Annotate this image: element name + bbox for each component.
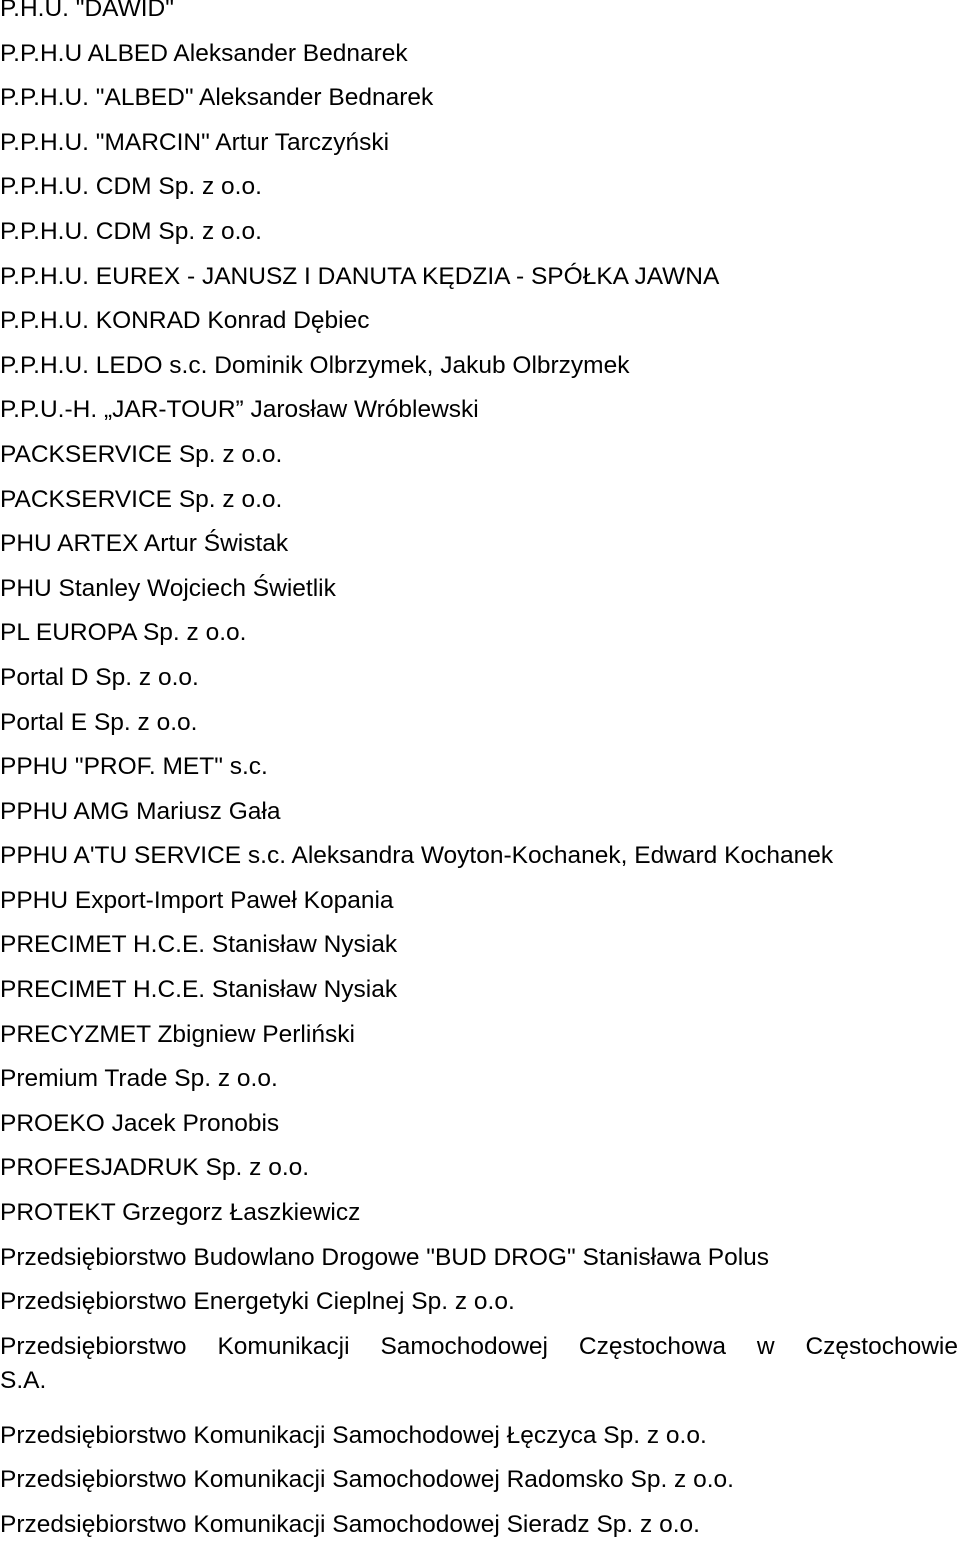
list-item: P.H.U. "DAWID" [0, 0, 174, 22]
list-item: PPHU "PROF. MET" s.c. [0, 753, 268, 781]
list-item: PACKSERVICE Sp. z o.o. [0, 440, 283, 468]
list-item: PL EUROPA Sp. z o.o. [0, 619, 247, 647]
list-item: Przedsiębiorstwo Budowlano Drogowe "BUD DROG" Stanisława Polus [0, 1243, 770, 1271]
list-item: P.P.H.U. CDM Sp. z o.o. [0, 173, 262, 201]
list-item: PPHU A'TU SERVICE s.c. Aleksandra Woyton-Kochanek, Edward Kochanek [0, 842, 834, 870]
list-item: P.P.H.U. LEDO s.c. Dominik Olbrzymek, Jakub Olbrzymek [0, 351, 630, 379]
list-item: P.P.H.U. KONRAD Konrad Dębiec [0, 307, 370, 335]
list-item: PPHU AMG Mariusz Gała [0, 797, 281, 825]
list-item: PHU Stanley Wojciech Świetlik [0, 574, 336, 602]
list-item: Premium Trade Sp. z o.o. [0, 1065, 278, 1093]
list-item: PPHU Export-Import Paweł Kopania [0, 886, 394, 914]
list-item: PHU ARTEX Artur Świstak [0, 530, 289, 558]
list-item: PRECIMET H.C.E. Stanisław Nysiak [0, 976, 398, 1004]
list-item: Przedsiębiorstwo Komunikacji Samochodowej Łęczyca Sp. z o.o. [0, 1421, 707, 1449]
list-item: Portal E Sp. z o.o. [0, 708, 198, 736]
list-item: PRECYZMET Zbigniew Perliński [0, 1020, 355, 1048]
list-item-wrapped [0, 1330, 960, 1398]
list-item: PROEKO Jacek Pronobis [0, 1109, 280, 1137]
list-item: PRECIMET H.C.E. Stanisław Nysiak [0, 931, 398, 959]
list-item: P.P.U.-H. „JAR-TOUR” Jarosław Wróblewski [0, 396, 479, 424]
list-item: Przedsiębiorstwo Energetyki Cieplnej Sp. z o.o. [0, 1288, 515, 1316]
list-item: P.P.H.U ALBED Aleksander Bednarek [0, 39, 408, 67]
list-item: P.P.H.U. CDM Sp. z o.o. [0, 217, 262, 245]
list-item: P.P.H.U. "ALBED" Aleksander Bednarek [0, 84, 434, 112]
list-item: PACKSERVICE Sp. z o.o. [0, 485, 283, 513]
list-item: PROTEKT Grzegorz Łaszkiewicz [0, 1199, 361, 1227]
list-item-line-1: Przedsiębiorstwo Komunikacji Samochodowej Częstochowa w Częstochowie [0, 1332, 958, 1360]
list-item: P.P.H.U. EUREX - JANUSZ I DANUTA KĘDZIA - SPÓŁKA JAWNA [0, 262, 720, 290]
list-item: Przedsiębiorstwo Komunikacji Samochodowej Radomsko Sp. z o.o. [0, 1466, 734, 1494]
list-item: P.P.H.U. "MARCIN" Artur Tarczyński [0, 128, 390, 156]
list-item: Przedsiębiorstwo Komunikacji Samochodowej Sieradz Sp. z o.o. [0, 1511, 700, 1538]
list-item: PROFESJADRUK Sp. z o.o. [0, 1154, 310, 1182]
list-item: Portal D Sp. z o.o. [0, 663, 199, 691]
list-item-line-2: S.A. [0, 1366, 47, 1394]
